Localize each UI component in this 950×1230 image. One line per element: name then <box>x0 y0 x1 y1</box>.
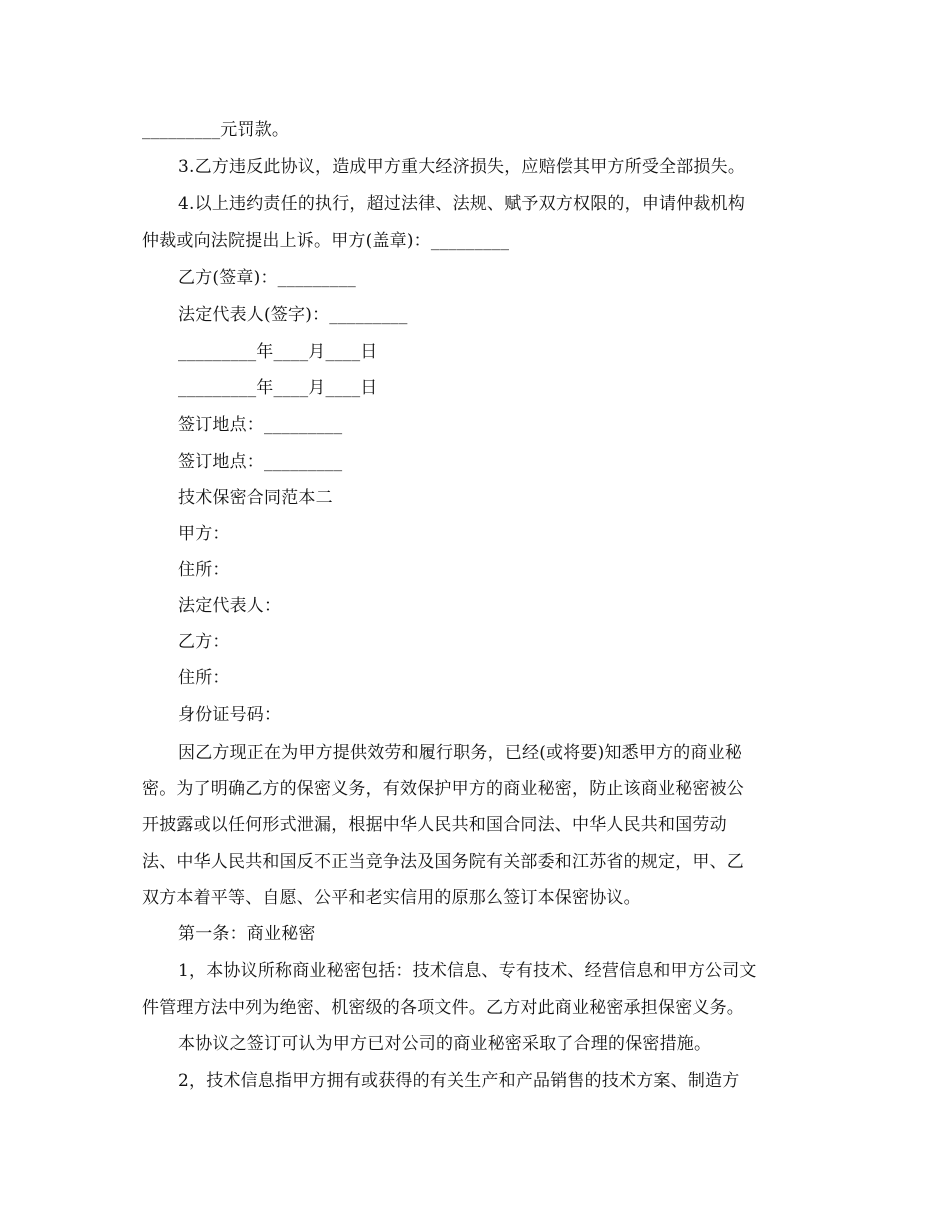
legal-representative-signature-line: 法定代表人(签字)：_________ <box>178 305 408 325</box>
article-1-item-1-line-1: 1，本协议所称商业秘密包括：技术信息、专有技术、经营信息和甲方公司文 <box>178 961 757 981</box>
id-number-field: 身份证号码： <box>178 705 282 725</box>
preamble-line-2: 密。为了明确乙方的保密义务，有效保护甲方的商业秘密，防止该商业秘密被公 <box>142 779 744 799</box>
clause-3-line: 3.乙方违反此协议，造成甲方重大经济损失，应赔偿其甲方所受全部损失。 <box>178 157 746 177</box>
section-title: 技术保密合同范本二 <box>178 488 333 508</box>
preamble-line-4: 法、中华人民共和国反不正当竞争法及国务院有关部委和江苏省的规定，甲、乙 <box>142 852 744 872</box>
penalty-amount-line: _________元罚款。 <box>142 120 290 140</box>
party-b-address-field: 住所： <box>178 668 230 688</box>
party-b-field: 乙方： <box>178 632 230 652</box>
clause-4-line: 4.以上违约责任的执行，超过法律、法规、赋予双方权限的，申请仲裁机构 <box>178 194 746 214</box>
date-line-1: _________年____月____日 <box>178 342 378 362</box>
preamble-line-5: 双方本着平等、自愿、公平和老实信用的原那么签订本保密协议。 <box>142 888 641 908</box>
party-a-field: 甲方： <box>178 524 230 544</box>
clause-4-continuation-line: 仲裁或向法院提出上诉。甲方(盖章)：_________ <box>142 231 510 251</box>
preamble-line-1: 因乙方现正在为甲方提供效劳和履行职务，已经(或将要)知悉甲方的商业秘 <box>178 743 743 763</box>
party-a-address-field: 住所： <box>178 560 230 580</box>
preamble-line-3: 开披露或以任何形式泄漏，根据中华人民共和国合同法、中华人民共和国劳动 <box>142 815 727 835</box>
article-1-heading: 第一条：商业秘密 <box>178 924 316 944</box>
article-1-note-line: 本协议之签订可认为甲方已对公司的商业秘密采取了合理的保密措施。 <box>178 1034 712 1054</box>
date-line-2: _________年____月____日 <box>178 378 378 398</box>
article-1-item-1-line-2: 件管理方法中列为绝密、机密级的各项文件。乙方对此商业秘密承担保密义务。 <box>142 998 744 1018</box>
signing-place-line-1: 签订地点：_________ <box>178 415 343 435</box>
party-a-legal-representative-field: 法定代表人： <box>178 596 282 616</box>
article-1-item-2-line-1: 2，技术信息指甲方拥有或获得的有关生产和产品销售的技术方案、制造方 <box>178 1071 740 1091</box>
party-b-signature-line: 乙方(签章)：_________ <box>178 268 356 288</box>
signing-place-line-2: 签订地点：_________ <box>178 452 343 472</box>
